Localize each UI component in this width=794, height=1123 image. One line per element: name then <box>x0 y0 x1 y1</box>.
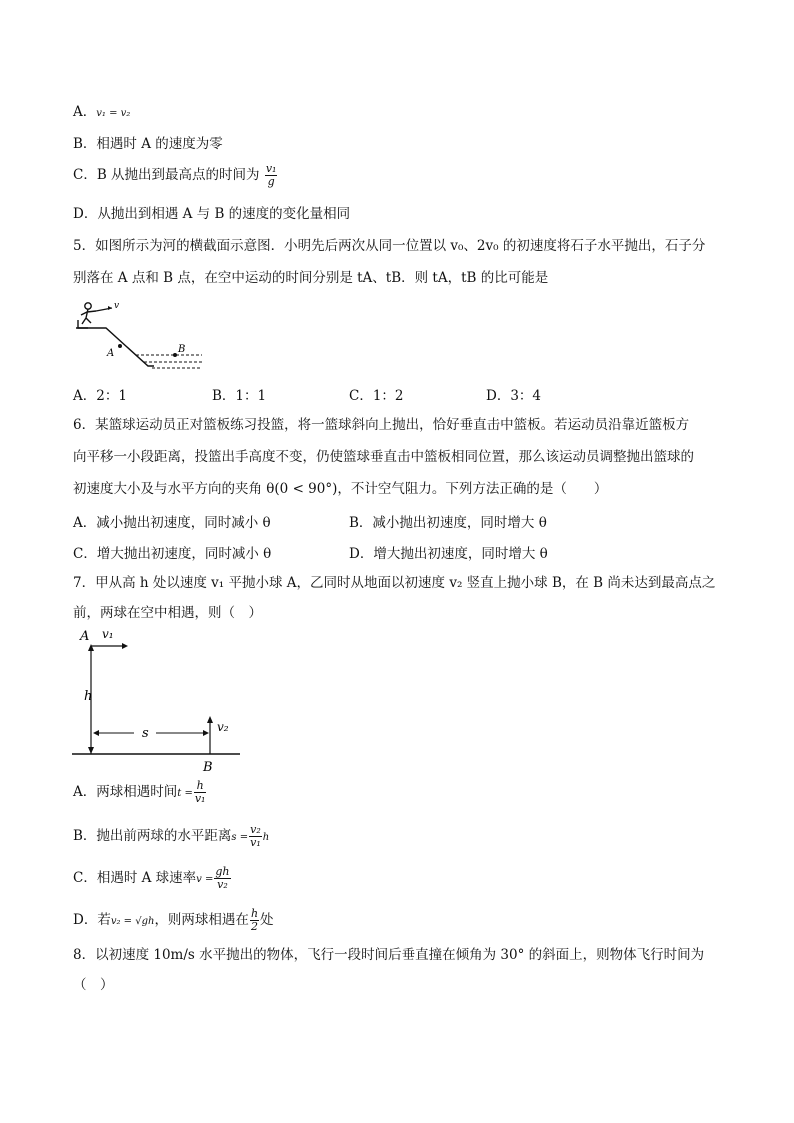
q7-option-d: D．若v₂ = √gh，则两球相遇在 $\frac{h}{2}$ 处 <box>73 907 274 933</box>
q6-option-a: A．减小抛出初速度，同时减小 θ <box>73 515 271 531</box>
q4-option-a-math: v₁ = v₂ <box>96 108 131 119</box>
q7-fig-label-h: h <box>84 689 93 704</box>
q5-fig-label-v: v <box>114 301 120 311</box>
q4-option-b: B．相遇时 A 的速度为零 <box>73 136 223 152</box>
q7-fig-label-v1: v₁ <box>102 627 114 641</box>
q4-option-d: D．从抛出到相遇 A 与 B 的速度的变化量相同 <box>73 206 351 222</box>
q5-option-b: B．1：1 <box>212 388 267 404</box>
q7-option-b: B．抛出前两球的水平距离s = $\frac{\text{v₂}}{\text{v₁}}$ h <box>73 823 270 849</box>
q8-stem-line1: 8．以初速度 10m/s 水平抛出的物体，飞行一段时间后垂直撞在倾角为 30° 的斜面上，则物体飞行时间为 <box>73 947 705 963</box>
q6-stem-line3: 初速度大小及与水平方向的夹角 θ(0 < 90°)，不计空气阻力。下列方法正确的是（ ） <box>73 481 608 497</box>
q5-stem-line2: 别落在 A 点和 B 点，在空中运动的时间分别是 tA、tB．则 tA，tB 的比可能是 <box>73 270 549 286</box>
q7-fig-label-a: A <box>80 629 90 644</box>
q7-option-c-fraction: $\frac{gh}{\text{v₂}}$ <box>215 865 230 891</box>
q7-option-a: A．两球相遇时间t = $\frac{h}{\text{v₁}}$ <box>73 779 206 805</box>
q5-option-d: D．3：4 <box>486 388 542 404</box>
q6-stem-line2: 向平移一小段距离，投篮出手高度不变，仍使篮球垂直击中篮板相同位置，那么该运动员调整抛出篮球的 <box>73 449 694 465</box>
q6-stem-line1: 6．某篮球运动员正对篮板练习投篮，将一篮球斜向上抛出，恰好垂直击中篮板。若运动员沿靠近篮板方 <box>73 417 690 433</box>
q6-option-b: B．减小抛出初速度，同时增大 θ <box>349 515 547 531</box>
q8-stem-line2: （ ） <box>73 977 114 993</box>
q7-projectile-figure <box>72 624 244 774</box>
q6-option-d: D．增大抛出初速度，同时增大 θ <box>349 546 548 562</box>
q5-fig-label-b: B <box>178 344 186 355</box>
q7-fig-label-b: B <box>203 760 213 774</box>
q7-option-b-fraction: $\frac{\text{v₂}}{\text{v₁}}$ <box>250 823 261 849</box>
q7-option-a-fraction: $\frac{h}{\text{v₁}}$ <box>194 779 206 805</box>
q6-option-c: C．增大抛出初速度，同时减小 θ <box>73 546 272 562</box>
q4-option-c-fraction: $\frac{\text{v₁}}{g}$ <box>265 162 277 188</box>
q7-fig-label-s: s <box>142 726 149 741</box>
q5-river-cross-section-figure <box>74 296 206 374</box>
q7-stem-line1: 7．甲从高 h 处以速度 v₁ 平抛小球 A，乙同时从地面以初速度 v₂ 竖直上抛小球 B，在 B 尚未达到最高点之 <box>73 575 716 591</box>
q7-option-d-fraction: $\frac{h}{2}$ <box>250 907 259 933</box>
q7-fig-label-v2: v₂ <box>217 720 229 734</box>
q7-option-c: C．相遇时 A 球速率v = $\frac{gh}{\text{v₂}}$ <box>73 865 230 891</box>
q4-option-c: C．B 从抛出到最高点的时间为 $\frac{\text{v₁}}{g}$ <box>73 162 277 188</box>
q5-option-c: C．1：2 <box>349 388 404 404</box>
q5-stem-line1: 5．如图所示为河的横截面示意图．小明先后两次从同一位置以 v₀、2v₀ 的初速度将石子水平抛出，石子分 <box>73 238 706 254</box>
q4-option-a: A．v₁ = v₂ <box>73 104 131 120</box>
q5-fig-label-a: A <box>107 348 115 359</box>
q7-stem-line2: 前，两球在空中相遇，则（ ） <box>73 605 262 621</box>
q5-option-a: A．2：1 <box>73 388 127 404</box>
q7-option-d-math: v₂ = √gh <box>110 916 155 927</box>
